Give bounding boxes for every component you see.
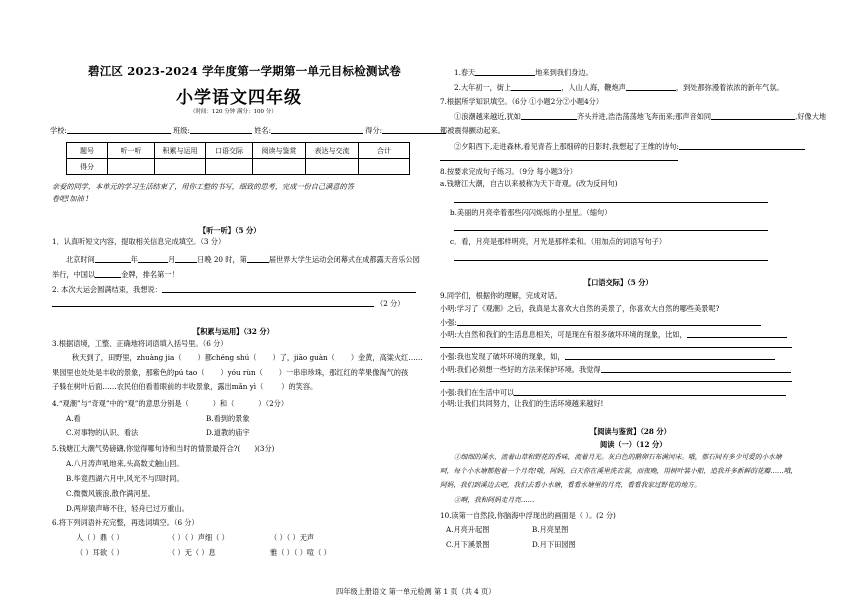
question-4 [52, 400, 288, 407]
answer-line[interactable] [687, 330, 787, 338]
reading-subheader: 阅读（一）（12 分） [600, 440, 667, 449]
q3-text: ）的笑容。 [281, 382, 318, 391]
answer-line[interactable] [162, 285, 416, 293]
answer-line[interactable] [440, 347, 792, 348]
score-label: 得分: [365, 125, 383, 135]
question-8: 8.按要求完成句子练习。（9分 每小题3分） [440, 167, 577, 176]
answer-line[interactable] [454, 230, 768, 231]
option-4c[interactable]: C.对事物的认识、看法 [66, 428, 139, 437]
class-label: 班级: [173, 125, 190, 135]
q3-text: ）yóu rùn（ [220, 368, 263, 377]
blank[interactable] [475, 68, 535, 76]
table-cell: 合计 [359, 143, 410, 159]
option-4b[interactable]: B.看到的景象 [206, 414, 250, 423]
blank[interactable] [511, 83, 561, 91]
section-header-listen: 【听一听】（5 分） [199, 226, 261, 235]
option-5b[interactable]: B.毕竟西湖六月中,风光不与四时同。 [66, 474, 184, 483]
q1-text: 举行，中国以 [52, 269, 96, 279]
sentence-text: 地来到我们身边。 [535, 67, 593, 77]
question-6: 6.将下列词语补充完整，再选词填空。（6 分） [52, 518, 199, 527]
question-8c: c．看，月亮是那样明亮，月光是那样柔和。（用加点的词语写句子） [450, 237, 667, 246]
question-5 [52, 445, 275, 452]
school-label: 学校: [50, 125, 67, 135]
dialog-line [440, 365, 791, 373]
answer-line[interactable] [601, 365, 791, 373]
score-table [66, 142, 410, 175]
exam-title: 碧江区 2023-2024 学年度第一学期第一单元目标检测试卷 [88, 64, 401, 78]
answer-line[interactable] [440, 160, 678, 161]
q3-text: 子躲在树叶后面……农民伯伯看着眼前的丰收景象，露出mǎn yì（ [52, 382, 264, 391]
question-10: 10.读第一自然段,你脑海中浮现出的画面是（ ）。(2 分) [440, 511, 616, 520]
dialog-line [440, 388, 786, 396]
dialog-text: 小强:我们在生活中可以 [440, 387, 515, 397]
q1-text: 金牌，排名第一！ [121, 269, 179, 279]
passage-line: ①细细的溪水，流着山草和野花的香味，流着月光。灰白色的鹅卵石布满河床。哦，那石间有多少可爱的小水塘 [454, 453, 782, 461]
score-cell[interactable] [108, 159, 155, 175]
answer-line[interactable] [457, 318, 761, 326]
option-10a[interactable]: A.月亮升起图 [446, 525, 490, 534]
class-field[interactable] [190, 126, 252, 134]
score-cell[interactable] [206, 159, 253, 175]
q3-text: 果园里也处处是丰收的景象，那紫色的pú tao（ [52, 368, 205, 377]
q5-text: 5.钱塘江大潮气势磅礴,你觉得哪句诗和当时的情景最符合?( [52, 444, 241, 453]
section-header-oral: 【口语交际】（5 分） [584, 278, 653, 287]
dialog-line [440, 330, 787, 338]
blank[interactable] [95, 270, 121, 278]
dialog-line [440, 318, 761, 326]
passage-line: 阿妈，我们到溪边去吧，我们去看小水塘，看看水塘里的月亮，看看我家过野花的地方。 [440, 481, 701, 489]
q3-text: ）金黄，高粱火红…… [350, 353, 423, 362]
intro-line-2: 卷吧!加油 ! [52, 194, 89, 203]
question-3-line-2 [52, 369, 408, 376]
score-cell[interactable] [306, 159, 359, 175]
q5-text: )(3分) [254, 444, 275, 453]
table-cell: 阅读与鉴赏 [253, 143, 306, 159]
sentence-text: ，人山人海，鞭炮声 [561, 82, 626, 92]
answer-line[interactable] [514, 388, 786, 396]
q7-text: ①浪潮越来越近,犹如 [454, 111, 521, 121]
question-8b: b.美丽的月亮牵着那些闪闪烁烁的小星星。（缩句） [450, 208, 612, 217]
table-cell: 表达与交流 [306, 143, 359, 159]
question-7: 7.根据所学知识填空。（6分 ①小题2分②小题4分） [440, 97, 604, 106]
table-cell: 得分 [67, 159, 108, 175]
question-3-line-3 [52, 383, 317, 390]
question-9: 9.同学们，根据你的理解，完成对话。 [440, 291, 562, 300]
answer-line[interactable] [454, 202, 768, 203]
section-header-accumulation: 【积累与运用】（32 分） [193, 327, 274, 336]
option-10c[interactable]: C.月下溪景图 [446, 540, 490, 549]
blank[interactable] [247, 255, 269, 263]
intro-line-1: 亲爱的同学，本单元的学习生活结束了，用你工整的书写，细致的思考，完成一份自己满意的答 [52, 182, 354, 191]
exam-subtitle: 小学语文四年级 [176, 88, 302, 108]
score-field[interactable] [382, 126, 446, 134]
q3-text: 秋天到了，田野里，zhuàng jia（ [72, 353, 182, 362]
dialog-line [440, 352, 775, 360]
question-1-line-2 [52, 270, 179, 278]
q3-text: ）都chéng shú（ [197, 353, 257, 362]
q6-item: 人（ ）鼎（ ） [76, 533, 124, 542]
option-4a[interactable]: A.看 [66, 414, 81, 423]
table-cell: 口语交际 [206, 143, 253, 159]
passage-line: ②啊，我和阿妈走月亮…… [454, 496, 535, 504]
score-cell[interactable] [359, 159, 410, 175]
answer-line[interactable] [565, 352, 775, 360]
fill-sentence-2 [454, 83, 784, 91]
q1-text: 日晚 20 时，第 [197, 254, 247, 264]
q7-text: ,好像大地 [795, 111, 827, 121]
table-cell: 听一听 [108, 143, 155, 159]
option-5d[interactable]: D.两岸猿声啼不住，轻舟已过万重山。 [66, 504, 189, 513]
option-10d[interactable]: D.月下田园图 [532, 540, 576, 549]
question-7-part-1 [454, 112, 826, 120]
answer-line[interactable] [52, 306, 374, 307]
q6-item: （ ）（ ）无声 [270, 533, 315, 542]
table-cell: 积累与运用 [155, 143, 206, 159]
question-3: 3.根据语境，工整、正确地将词语填入括号里。（6 分） [52, 339, 228, 348]
section-header-reading: 【阅读与鉴赏】（28 分） [590, 427, 671, 436]
question-1: 1．认真听短文内容，提取相关信息完成填空。（3 分） [52, 237, 226, 246]
q7-text: 齐头并进,浩浩荡荡地飞奔而来;那声音如同 [576, 111, 712, 121]
dialog-line: 小明:让我们共同努力，让我们的生活环境越来越好! [440, 399, 604, 408]
question-8a: a.钱塘江大潮，自古以来被称为天下奇观。(改为反问句) [440, 179, 618, 188]
question-1-line-1 [66, 255, 420, 263]
score-table-score-row [67, 159, 410, 175]
question-2 [52, 285, 416, 293]
page-footer: 四年级上册语文 第一单元检测 第 1 页（共 4 页） [336, 587, 496, 596]
dialog-text: 小明:大自然和我们的生活息息相关，可是现在有很多破坏环境的现象，比如， [440, 329, 687, 339]
question-7-part-1-end: 都被震得颤动起来。 [440, 126, 505, 135]
q2-text: 2. 本次大运会圆满结束，我想说： [52, 284, 162, 294]
q3-text: ）一串串珍珠，那红红的苹果像淘气的孩 [278, 368, 409, 377]
dialog-text: 小明:我们必须想一些好的方法来保护环境。我觉得 [440, 364, 601, 374]
blank[interactable] [521, 112, 577, 120]
q1-text: 月 [167, 254, 176, 264]
q4-text: 4.“观潮”与“奇观”中的“观”的意思分别是（ [52, 399, 189, 408]
student-info-row [50, 126, 446, 134]
question-3-line-1 [72, 354, 423, 361]
answer-line[interactable] [679, 142, 805, 150]
question-2-score: （2 分） [376, 299, 405, 308]
passage-line: 呵，每个小水塘都抱着一个月亮!哦，阿妈，白天你在溪里洗衣裳，而夜晚，用树叶装小船，追我并多新鲜的花瓣……哦， [440, 467, 798, 475]
score-table-header-row [67, 143, 410, 159]
q3-text: ）了，jiāo guàn（ [272, 353, 335, 362]
q6-item: （ ）耳欲（ ） [76, 548, 124, 557]
blank[interactable] [138, 255, 168, 263]
option-5c[interactable]: C.微微风簇浪,散作满河星。 [66, 489, 155, 498]
score-cell[interactable] [253, 159, 306, 175]
blank[interactable] [626, 83, 676, 91]
q6-item: （ ）（ ）声细（ ） [168, 533, 229, 542]
blank[interactable] [175, 255, 197, 263]
school-field[interactable] [67, 126, 171, 134]
dialog-speaker: 小强: [440, 317, 457, 327]
q4-text: ）和（ [212, 399, 235, 408]
q4-text: ）（2分） [258, 399, 289, 408]
q6-item: （ ）无（ ）息 [168, 548, 216, 557]
option-4d[interactable]: D.道教的庙宇 [206, 428, 250, 437]
table-cell: 题号 [67, 143, 108, 159]
score-cell[interactable] [155, 159, 206, 175]
exam-meta: （时间：120 分钟 满分：100 分） [190, 109, 277, 115]
sentence-text: 2.大年初一，街上 [454, 82, 512, 92]
name-label: 姓名: [254, 125, 271, 135]
sentence-text: ，到处都弥漫着浓浓的新年气氛。 [675, 82, 784, 92]
fill-sentence-1 [454, 68, 593, 76]
question-7-part-2 [454, 142, 805, 150]
q1-text: 北京时间 [66, 254, 95, 264]
q7-text: ②夕阳西下,走进森林,看见青苔上那细碎的日影时,我想起了王维的诗句: [454, 141, 679, 151]
answer-line[interactable] [454, 260, 768, 261]
sentence-text: 1.春天 [454, 67, 476, 77]
dialog-line: 小明:学习了《观潮》之后，我真是太喜欢大自然的美景了，你喜欢大自然的哪些美景呢? [440, 304, 720, 313]
q6-item: 雅（ ）（ ）喧（ ） [270, 548, 331, 557]
option-5a[interactable]: A.八月涛声吼地来,头高数丈触山回。 [66, 459, 184, 468]
answer-line[interactable] [440, 381, 792, 382]
q1-text: 届世界大学生运动会闭幕式在成都露天音乐公园 [268, 254, 420, 264]
q1-text: 年 [130, 254, 138, 264]
blank[interactable] [711, 112, 795, 120]
option-10b[interactable]: B.月亮星图 [532, 525, 569, 534]
name-field[interactable] [271, 126, 363, 134]
dialog-text: 小强:我也发现了破坏环境的现象，如， [440, 351, 565, 361]
blank[interactable] [95, 255, 131, 263]
